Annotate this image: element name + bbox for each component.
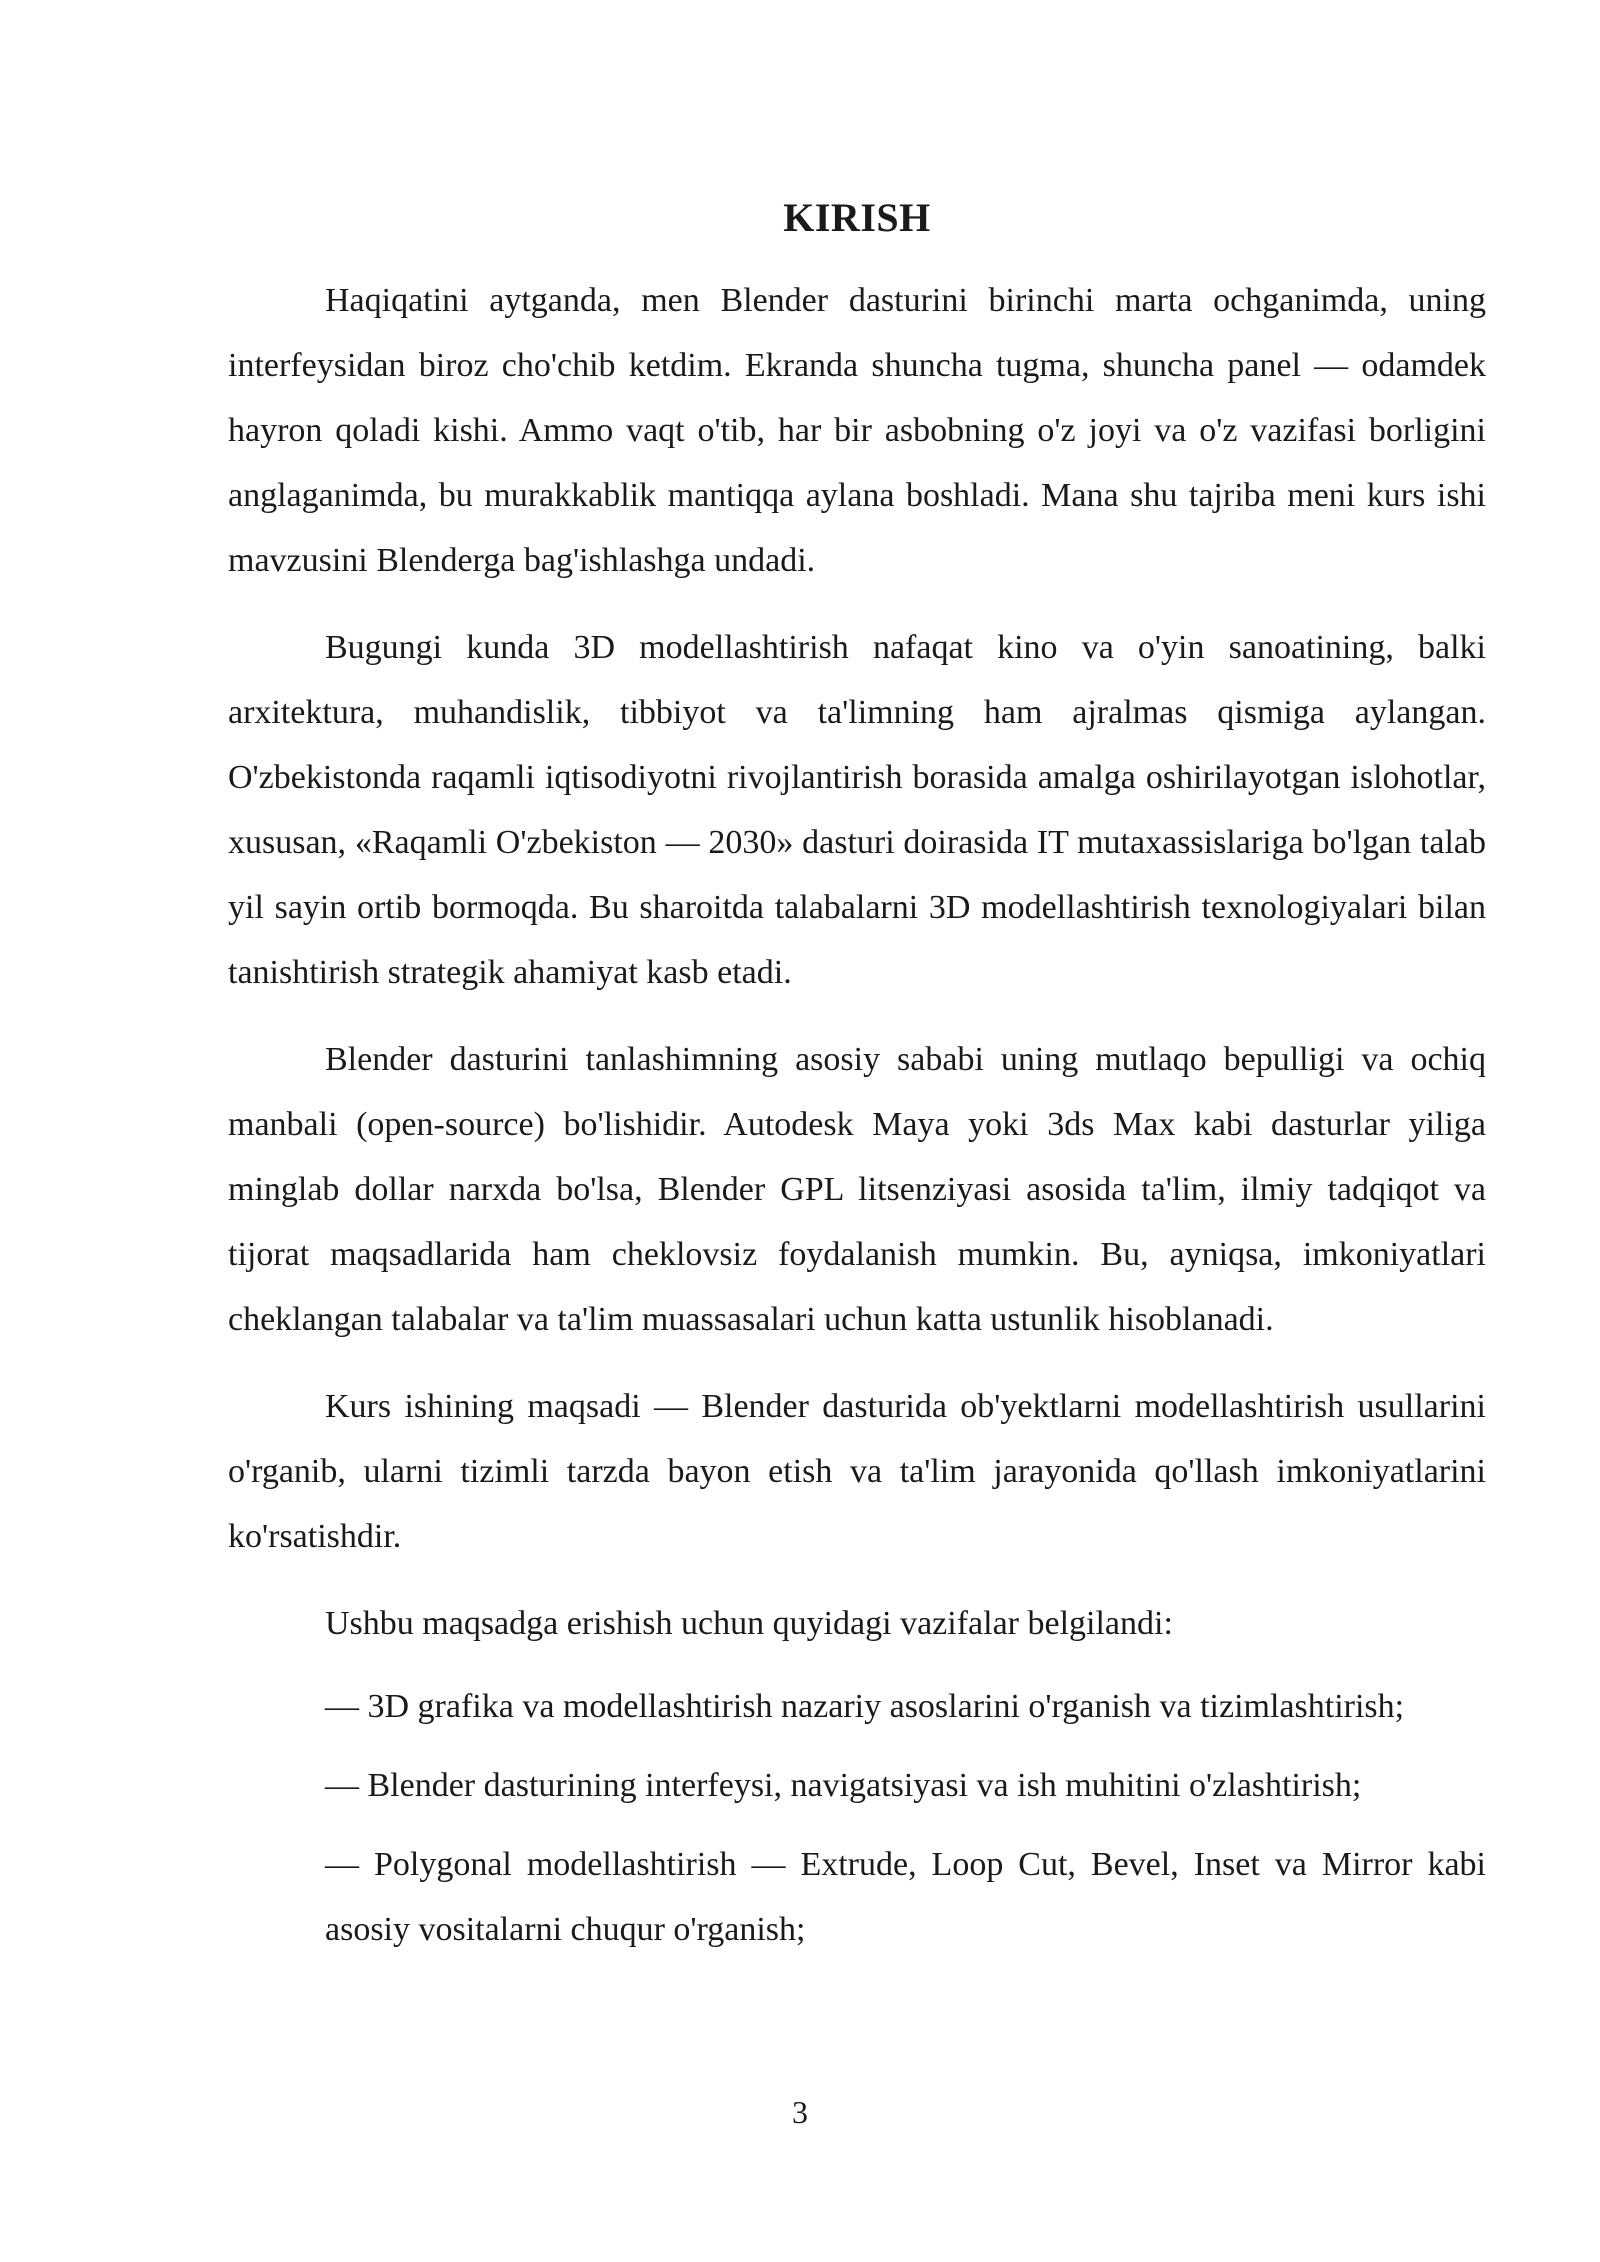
paragraph-goal: Kurs ishining maqsadi — Blender dasturida ob'yektlarni modellashtirish usullarini o'rganib, ularni tizimli tarzda bayon etish va ta'lim jarayonida qo'llash imkoniyatlarini ko'rsatishdir. — [228, 1388, 1486, 1555]
paragraph-choice-reason: Blender dasturini tanlashimning asosiy sababi uning mutlaqo bepulligi va ochiq manbali (open-source) bo'lishidir. Autodesk Maya yoki 3ds Max kabi dasturlar yiliga minglab dollar narxda bo'lsa, Blender GPL litsenziyasi asosida ta'lim, ilmiy tadqiqot va tijorat maqsadlarida ham cheklovsiz foydalanish mumkin. Bu, ayniqsa, imkoniyatlari cheklangan talabalar va ta'lim muassasalari uchun katta ustunlik hisoblanadi. — [228, 1041, 1486, 1338]
task-list-item: — 3D grafika va modellashtirish nazariy asoslarini o'rganish va tizimlashtirish; — [325, 1688, 1405, 1725]
task-list-item: — Polygonal modellashtirish — Extrude, Loop Cut, Bevel, Inset va Mirror kabi asosiy vositalarni chuqur o'rganish; — [325, 1846, 1486, 1948]
paragraph-tasks-intro: Ushbu maqsadga erishish uchun quyidagi vazifalar belgilandi: — [325, 1605, 1173, 1642]
task-list-item: — Blender dasturining interfeysi, navigatsiyasi va ish muhitini o'zlashtirish; — [325, 1767, 1362, 1804]
paragraph-intro: Haqiqatini aytganda, men Blender dasturini birinchi marta ochganimda, uning interfeysidan biroz cho'chib ketdim. Ekranda shuncha tugma, shuncha panel — odamdek hayron qoladi kishi. Ammo vaqt o'tib, har bir asbobning o'z joyi va o'z vazifasi borligini anglaganimda, bu murakkablik mantiqqa aylana boshladi. Mana shu tajriba meni kurs ishi mavzusini Blenderga bag'ishlashga undadi. — [228, 282, 1486, 579]
page-content — [228, 190, 1486, 1976]
page-title: KIRISH — [783, 195, 931, 240]
page-number: 3 — [792, 2094, 808, 2130]
paragraph-relevance: Bugungi kunda 3D modellashtirish nafaqat kino va o'yin sanoatining, balki arxitektura, muhandislik, tibbiyot va ta'limning ham ajralmas qismiga aylangan. O'zbekistonda raqamli iqtisodiyotni rivojlantirish borasida amalga oshirilayotgan islohotlar, xususan, «Raqamli O'zbekiston — 2030» dasturi doirasida IT mutaxassislariga bo'lgan talab yil sayin ortib bormoqda. Bu sharoitda talabalarni 3D modellashtirish texnologiyalari bilan tanishtirish strategik ahamiyat kasb etadi. — [228, 629, 1486, 991]
